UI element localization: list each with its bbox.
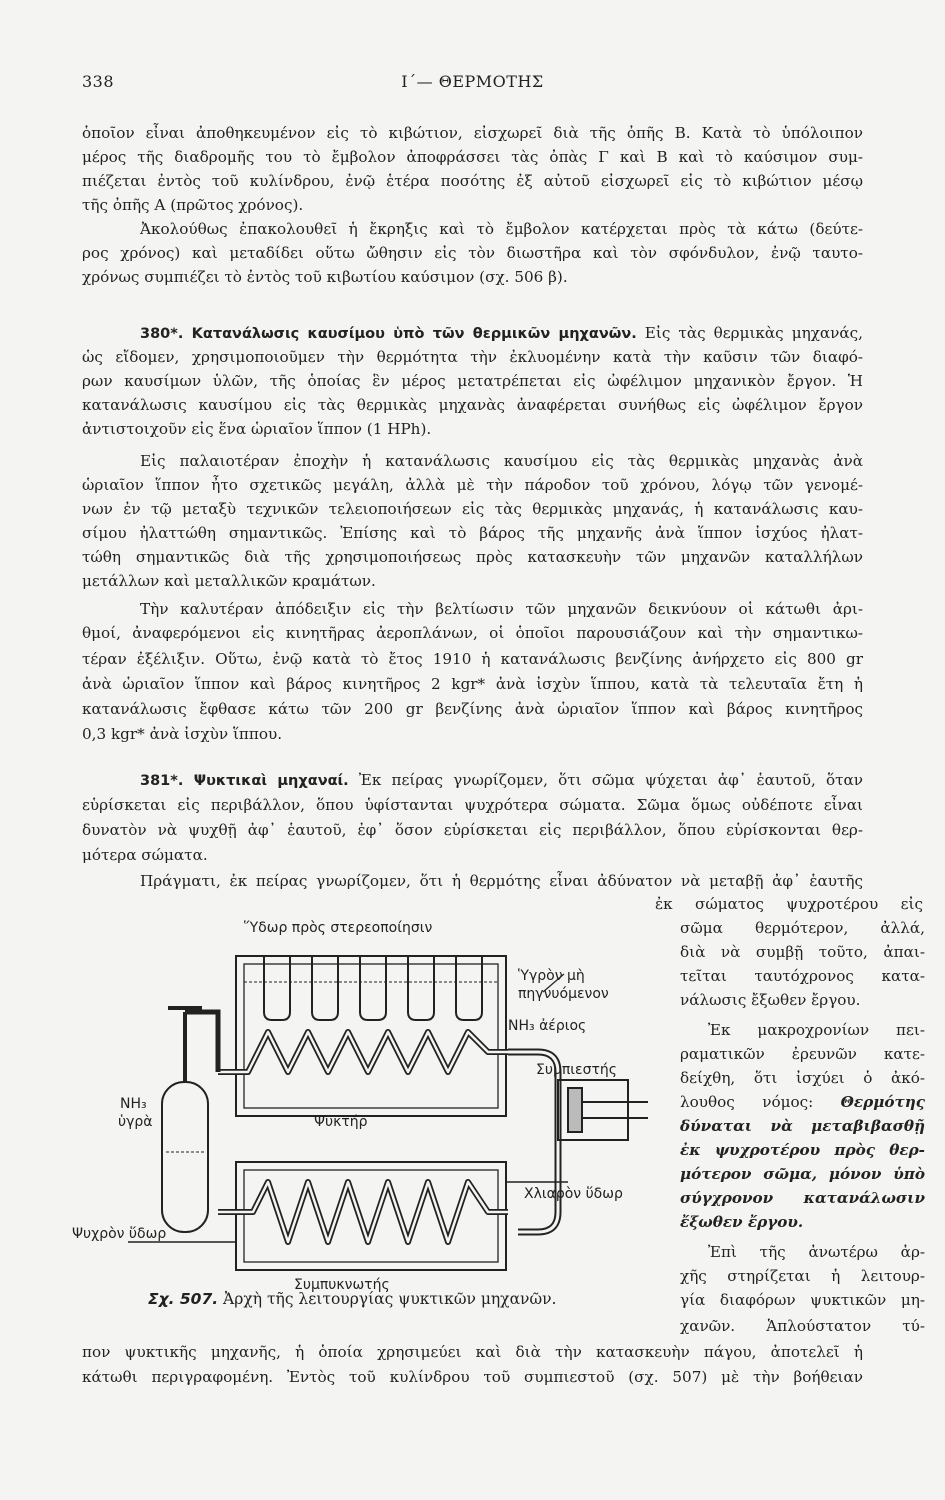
text-line: ὁποῖον εἶναι ἀποθηκευμένον εἰς τὸ κιβώτιον, εἰσχωρεῖ διὰ τῆς ὀπῆς Β. Κατὰ τὸ ὑπόλοιπον: [82, 124, 863, 142]
side-text-line: τεῖται ταυτόχρονος κατα-: [680, 967, 925, 985]
text-line: μότερα σώματα.: [82, 846, 208, 864]
label-liquid-2: πηγνυόμενον: [518, 986, 609, 1002]
side-law-intro: λουθος νόμος:: [680, 1093, 841, 1111]
ice-mold: [408, 956, 434, 1020]
label-nh3-gas: NH₃ ἀέριος: [508, 1018, 587, 1034]
text-line: ρων καυσίμων ὑλῶν, τῆς ὁποίας ἓν μέρος μετατρέπεται εἰς ὠφέλιμον μηχανικὸν ἔργον. Ἡ: [82, 372, 863, 390]
ice-mold: [456, 956, 482, 1020]
side-text-line: χῆς στηρίζεται ἡ λειτουρ-: [680, 1267, 925, 1285]
compressor-piston: [568, 1088, 582, 1132]
gas-pipe: [508, 1052, 558, 1232]
text-line: τῆς ὀπῆς Α (πρῶτος χρόνος).: [82, 196, 304, 214]
text-line: Εἰς παλαιοτέραν ἐποχὴν ἡ κατανάλωσις καυσίμου εἰς τὰς θερμικὰς μηχανὰς ἀνὰ: [140, 452, 863, 470]
text-line: 0,3 kgr* ἀνὰ ἰσχὺν ἵππου.: [82, 725, 283, 743]
text-line: ἀντιστοιχοῦν εἰς ἕνα ὡριαῖον ἵππον (1 HPh).: [82, 420, 432, 438]
side-text-line: χανῶν. Ἁπλούστατον τύ-: [680, 1317, 925, 1335]
text-line: σίμου ἠλαττώθη σημαντικῶς. Ἐπίσης καὶ τὸ βάρος τῆς μηχανῆς ἀνὰ ἵππον ἰσχύος ἠλατ-: [82, 524, 863, 542]
section-380-first-line: 380*. Κατανάλωσις καυσίμου ὑπὸ τῶν θερμικῶν μηχανῶν. Εἰς τὰς θερμικὰς μηχανάς,: [140, 324, 863, 342]
text-line: πον ψυκτικῆς μηχανῆς, ἡ ὁποία χρησιμεύει καὶ διὰ τὴν κατασκευὴν πάγου, ἀποτελεῖ ἡ: [82, 1343, 863, 1361]
text-line: ἀνὰ ὡριαῖον ἵππον καὶ βάρος κινητῆρος 2 kgr* ἀνὰ ἰσχὺν ἵππου, κατὰ τὰ τελευταῖα ἔτη ἡ: [82, 675, 863, 693]
diagram-svg: [68, 912, 658, 1307]
text-line: θμοί, ἀναφερόμενοι εἰς κινητῆρας ἀεροπλάνων, οἱ ὁποῖοι παρουσιάζουν καὶ τὴν σημαντικω-: [82, 624, 863, 642]
text-line: ὡς εἴδομεν, χρησιμοποιοῦμεν τὴν θερμότητα τὴν ἐκλυομένην κατὰ τὴν καῦσιν τῶν διαφό-: [82, 348, 863, 366]
side-law-line: μότερον σῶμα, μόνον ὑπὸ: [680, 1165, 925, 1183]
text-line: νων ἐν τῷ μεταξὺ τεχνικῶν τελειοποιήσεων εἰς τὰς θερμικὰς μηχανάς, ἡ κατανάλωσις καυ-: [82, 500, 863, 518]
label-cooler: Ψυκτήρ: [314, 1114, 368, 1130]
side-law-term: Θερμότης: [840, 1093, 925, 1111]
text-line: Ἀκολούθως ἐπακολουθεῖ ἡ ἔκρηξις καὶ τὸ ἔμβολον κατέρχεται πρὸς τὰ κάτω (δεύτε-: [140, 220, 863, 238]
side-text-line: σῶμα θερμότερον, ἀλλά,: [680, 919, 925, 937]
caption-text: Ἀρχὴ τῆς λειτουργίας ψυκτικῶν μηχανῶν.: [218, 1290, 557, 1308]
ice-mold: [360, 956, 386, 1020]
label-liquid-1: Ὑγρὸν μὴ: [518, 968, 585, 984]
text-line: κάτωθι περιγραφομένη. Ἐντὸς τοῦ κυλίνδρου τοῦ συμπιεστοῦ (σχ. 507) μὲ τὴν βοήθειαν: [82, 1368, 863, 1386]
label-nh3-liquid-1: NH₃: [120, 1096, 147, 1112]
side-law-line: δύναται νὰ μεταβιβασθῇ: [680, 1117, 925, 1135]
text-line: τώθη σημαντικῶς διὰ τῆς χρησιμοποιήσεως πρὸς κατασκευὴν τῶν μηχανῶν καταλλήλων: [82, 548, 863, 566]
ice-mold: [312, 956, 338, 1020]
text-line: χρόνως συμπιέζει τὸ ἐντὸς τοῦ κιβωτίου καύσιμον (σχ. 506 β).: [82, 268, 568, 286]
text-line: ὡριαῖον ἵππον ἦτο σχετικῶς μεγάλη, ἀλλὰ μὲ τὴν πάροδον τοῦ χρόνου, λόγῳ τῶν γενομέ-: [82, 476, 863, 494]
side-text-line: ἐκ σώματος ψυχροτέρου εἰς: [655, 895, 923, 913]
label-cold-water: Ψυχρὸν ὕδωρ: [72, 1226, 167, 1242]
text-line: εὑρίσκεται εἰς περιβάλλον, ὅπου ὑφίστανται ψυχρότερα σώματα. Σῶμα ὅμως οὐδέποτε εἶναι: [82, 796, 863, 814]
label-warm-water: Χλιαρὸν ὕδωρ: [524, 1186, 623, 1202]
side-text-line: νάλωσις ἔξωθεν ἔργου.: [680, 991, 861, 1009]
side-text-line: γία διαφόρων ψυκτικῶν μη-: [680, 1291, 925, 1309]
text-line: δυνατὸν νὰ ψυχθῇ ἀφ᾽ ἑαυτοῦ, ἐφ᾽ ὅσον εὑρίσκεται εἰς περιβάλλον, ὅπου εὑρίσκονται θερ-: [82, 821, 863, 839]
text-line: μέρος τῆς διαδρομῆς του τὸ ἔμβολον ἀποφράσσει τὰς ὀπὰς Γ καὶ Β καὶ τὸ καύσιμον συμ-: [82, 148, 863, 166]
text-line: ρος χρόνος) καὶ μεταδίδει οὕτω ὤθησιν εἰς τὸν διωστῆρα καὶ τὸν σφόνδυλον, ἐνῷ ταυτο-: [82, 244, 863, 262]
side-text-line: δείχθη, ὅτι ἰσχύει ὁ ἀκό-: [680, 1069, 925, 1087]
text-line: κατανάλωσις ἔφθασε κάτω τῶν 200 gr βενζίνης ἀνὰ ὡριαῖον ἵππον καὶ βάρος κινητῆρος: [82, 700, 863, 718]
text-line: Τὴν καλυτέραν ἀπόδειξιν εἰς τὴν βελτίωσιν τῶν μηχανῶν δεικνύουν οἱ κάτωθι ἀρι-: [140, 600, 863, 618]
side-text-line: [680, 1090, 925, 1114]
section-heading: 381*. Ψυκτικαὶ μηχαναί.: [140, 773, 349, 789]
ammonia-receiver: [162, 1082, 208, 1232]
page-header: [82, 72, 863, 100]
page-number: 338: [82, 72, 115, 91]
side-law-line: σύγχρονον κατανάλωσιν: [680, 1189, 925, 1207]
figure-caption: [148, 1290, 556, 1308]
label-water: Ὕδωρ πρὸς στερεοποίησιν: [244, 920, 433, 936]
side-text-line: Ἐκ μακροχρονίων πει-: [708, 1021, 925, 1039]
text-line: κατανάλωσις καυσίμου εἰς τὰς θερμικὰς μηχανὰς ἀναφέρεται συνήθως εἰς ὠφέλιμον ἔργον: [82, 396, 863, 414]
text-line: μετάλλων καὶ μεταλλικῶν κραμάτων.: [82, 572, 376, 590]
running-title: Ι΄— ΘΕΡΜΟΤΗΣ: [401, 72, 544, 91]
text-line: πιέζεται ἐντὸς τοῦ κυλίνδρου, ἐνῷ ἑτέρα ποσότης ἐξ αὐτοῦ εἰσχωρεῖ εἰς τὸ κιβώτιον μέσῳ: [82, 172, 863, 190]
side-text-line: διὰ νὰ συμβῇ τοῦτο, ἀπαι-: [680, 943, 925, 961]
label-condenser: Συμπυκνωτής: [294, 1277, 390, 1293]
ice-mold: [264, 956, 290, 1020]
label-compressor: Συμπιεστής: [536, 1062, 617, 1078]
label-nh3-liquid-2: ὑγρὰ: [118, 1114, 153, 1130]
section-381-first-line: 381*. Ψυκτικαὶ μηχαναί. Ἐκ πείρας γνωρίζομεν, ὅτι σῶμα ψύχεται ἀφ᾽ ἑαυτοῦ, ὅταν: [140, 771, 863, 789]
section-heading: 380*. Κατανάλωσις καυσίμου ὑπὸ τῶν θερμικῶν μηχανῶν.: [140, 326, 637, 342]
text-line: τέραν ἐξέλιξιν. Οὕτω, ἐνῷ κατὰ τὸ ἔτος 1910 ἡ κατανάλωσις βενζίνης ἀνήρχετο εἰς 800 gr: [82, 650, 863, 668]
cooler-inner: [244, 964, 498, 1108]
side-law-line: ἐκ ψυχροτέρου πρὸς θερ-: [680, 1141, 925, 1159]
side-text-line: ραματικῶν ἐρευνῶν κατε-: [680, 1045, 925, 1063]
side-law-line: ἔξωθεν ἔργου.: [680, 1213, 804, 1231]
caption-number: Σχ. 507.: [148, 1290, 219, 1308]
side-text-line: Ἐπὶ τῆς ἀνωτέρω ἀρ-: [708, 1243, 925, 1261]
text-line: Πράγματι, ἐκ πείρας γνωρίζομεν, ὅτι ἡ θερμότης εἶναι ἀδύνατον νὰ μεταβῇ ἀφ᾽ ἑαυτῆς: [140, 872, 863, 890]
refrigeration-diagram: [68, 912, 658, 1307]
